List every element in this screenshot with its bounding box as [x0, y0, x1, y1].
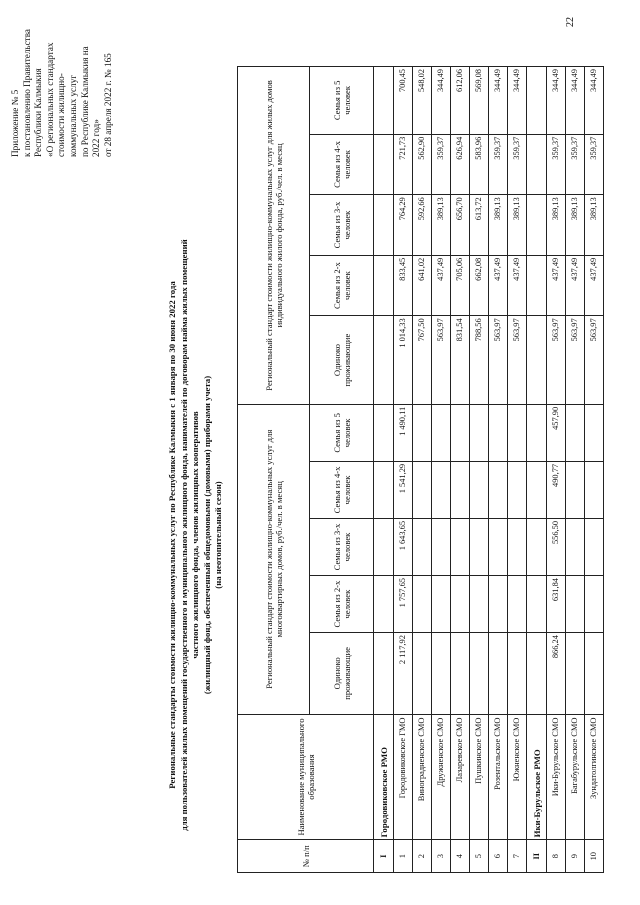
value-cell: 548,02: [413, 67, 432, 135]
value-cell: 490,77: [547, 461, 566, 518]
value-cell: [451, 404, 470, 461]
row-number: 9: [566, 840, 585, 873]
value-cell: 866,24: [547, 633, 566, 715]
value-cell: [508, 404, 527, 461]
value-cell: 556,50: [547, 518, 566, 575]
value-cell: 767,50: [413, 316, 432, 405]
value-cell: 592,66: [413, 195, 432, 256]
appendix-line: 2022 год»: [91, 119, 102, 157]
value-cell: [508, 461, 527, 518]
municipality-name: Городовиковское ГМО: [394, 714, 413, 840]
municipality-name: Ики-Бурульское РМО: [527, 714, 547, 840]
value-cell: 569,08: [470, 67, 489, 135]
value-cell: [374, 316, 394, 405]
value-cell: [374, 518, 394, 575]
municipality-name: Виноградненское СМО: [413, 714, 432, 840]
table-row: [508, 67, 527, 873]
appendix-line: по Республике Калмыкия на: [79, 46, 90, 157]
value-cell: 359,37: [432, 134, 451, 195]
value-cell: [470, 461, 489, 518]
value-cell: [432, 576, 451, 633]
value-cell: 563,97: [508, 316, 527, 405]
value-cell: 788,56: [470, 316, 489, 405]
header-subcolumn: Семья из 5 человек: [310, 67, 374, 135]
municipality-name: Лазаревское СМО: [451, 714, 470, 840]
value-cell: 1 490,11: [394, 404, 413, 461]
value-cell: 359,37: [508, 134, 527, 195]
value-cell: [489, 404, 508, 461]
appendix-line: стоимости жилищно-: [56, 73, 67, 157]
header-group-apartment: Региональный стандарт стоимости жилищно-коммунальных услуг для многоквартирных домов, руб./чел. в месяц: [238, 404, 310, 714]
value-cell: 1 757,65: [394, 576, 413, 633]
appendix-line: Республики Калмыкия: [33, 68, 44, 157]
table-row: [470, 67, 489, 873]
value-cell: 437,49: [432, 255, 451, 316]
value-cell: [585, 633, 604, 715]
value-cell: [508, 518, 527, 575]
table-row: [413, 67, 432, 873]
value-cell: 344,49: [547, 67, 566, 135]
value-cell: 344,49: [489, 67, 508, 135]
value-cell: [527, 518, 547, 575]
value-cell: 437,49: [547, 255, 566, 316]
value-cell: 457,90: [547, 404, 566, 461]
value-cell: 359,37: [489, 134, 508, 195]
value-cell: [566, 576, 585, 633]
value-cell: [470, 518, 489, 575]
value-cell: 344,49: [566, 67, 585, 135]
title-line: (на неотопительный сезон): [213, 481, 224, 589]
value-cell: 1 643,65: [394, 518, 413, 575]
value-cell: [566, 461, 585, 518]
value-cell: [527, 576, 547, 633]
row-number: 4: [451, 840, 470, 873]
municipality-name: Пушкинское СМО: [470, 714, 489, 840]
value-cell: [451, 576, 470, 633]
value-cell: [527, 461, 547, 518]
value-cell: 389,13: [547, 195, 566, 256]
row-number: 1: [394, 840, 413, 873]
value-cell: 344,49: [585, 67, 604, 135]
value-cell: [489, 576, 508, 633]
value-cell: 662,08: [470, 255, 489, 316]
header-num: № п/п: [238, 840, 374, 873]
value-cell: 389,13: [585, 195, 604, 256]
table-row: [489, 67, 508, 873]
appendix-line: коммунальных услуг: [67, 74, 78, 157]
header-subcolumn: Семья из 4-х человек: [310, 461, 374, 518]
value-cell: 389,13: [432, 195, 451, 256]
value-cell: 562,90: [413, 134, 432, 195]
value-cell: [374, 255, 394, 316]
value-cell: 359,37: [585, 134, 604, 195]
value-cell: [566, 518, 585, 575]
value-cell: [470, 576, 489, 633]
value-cell: 764,29: [394, 195, 413, 256]
header-group-individual: Региональный стандарт стоимости жилищно-коммунальных услуг для жилых домов индивидуального жилого фонда, руб./чел. в месяц: [238, 67, 310, 405]
value-cell: 626,94: [451, 134, 470, 195]
row-number: 10: [585, 840, 604, 873]
value-cell: [374, 461, 394, 518]
value-cell: [489, 633, 508, 715]
value-cell: [527, 633, 547, 715]
table-row: [547, 67, 566, 873]
value-cell: 389,13: [566, 195, 585, 256]
value-cell: [585, 576, 604, 633]
value-cell: 437,49: [508, 255, 527, 316]
header-subcolumn: Семья из 2-х человек: [310, 255, 374, 316]
value-cell: [527, 404, 547, 461]
value-cell: 389,13: [489, 195, 508, 256]
value-cell: 2 117,92: [394, 633, 413, 715]
value-cell: [585, 404, 604, 461]
municipality-name: Зундатолгинское СМО: [585, 714, 604, 840]
row-number: 6: [489, 840, 508, 873]
value-cell: [432, 518, 451, 575]
value-cell: 831,54: [451, 316, 470, 405]
standards-table: [237, 66, 604, 873]
title-line: для пользователей жилых помещений государственного и муниципального жилищного фонда, нанимателей по договорам найма жилых помещений: [178, 239, 189, 831]
value-cell: 583,96: [470, 134, 489, 195]
value-cell: [585, 518, 604, 575]
value-cell: [374, 67, 394, 135]
value-cell: 721,73: [394, 134, 413, 195]
table-row: [566, 67, 585, 873]
appendix-line: к постановлению Правительства: [21, 29, 32, 157]
value-cell: [432, 633, 451, 715]
value-cell: [527, 316, 547, 405]
appendix-line: «О региональных стандартах: [44, 42, 55, 157]
value-cell: 1 541,29: [394, 461, 413, 518]
value-cell: [413, 633, 432, 715]
row-number: 2: [413, 840, 432, 873]
header-subcolumn: Семья из 5 человек: [310, 404, 374, 461]
row-number: 7: [508, 840, 527, 873]
value-cell: 437,49: [585, 255, 604, 316]
value-cell: 656,70: [451, 195, 470, 256]
group-row: [527, 67, 547, 873]
municipality-name: Городовиковское РМО: [374, 714, 394, 840]
header-subcolumn: Одиноко проживающие: [310, 633, 374, 715]
table-row: [451, 67, 470, 873]
appendix-reference: [10, 17, 114, 157]
value-cell: [374, 404, 394, 461]
value-cell: [527, 255, 547, 316]
table-row: [394, 67, 413, 873]
value-cell: [527, 134, 547, 195]
header-subcolumn: Семья из 3-х человек: [310, 518, 374, 575]
value-cell: [374, 195, 394, 256]
appendix-line: Приложение № 5: [10, 89, 20, 157]
municipality-name: Дружненское СМО: [432, 714, 451, 840]
value-cell: [451, 633, 470, 715]
value-cell: [508, 633, 527, 715]
header-subcolumn: Семья из 2-х человек: [310, 576, 374, 633]
value-cell: 344,49: [432, 67, 451, 135]
value-cell: [413, 576, 432, 633]
municipality-name: Розентальское СМО: [489, 714, 508, 840]
title-line: частного жилищного фонда, членов жилищных кооперативов: [190, 411, 201, 659]
municipality-name: Южненское СМО: [508, 714, 527, 840]
value-cell: [566, 633, 585, 715]
header-subcolumn: Семья из 3-х человек: [310, 195, 374, 256]
appendix-line: от 28 апреля 2022 г. № 165: [102, 53, 113, 157]
value-cell: [451, 461, 470, 518]
value-cell: [451, 518, 470, 575]
value-cell: [374, 633, 394, 715]
value-cell: [413, 461, 432, 518]
value-cell: [374, 134, 394, 195]
value-cell: [527, 195, 547, 256]
value-cell: 563,97: [432, 316, 451, 405]
value-cell: 563,97: [566, 316, 585, 405]
value-cell: 344,49: [508, 67, 527, 135]
group-row: [374, 67, 394, 873]
value-cell: [470, 404, 489, 461]
header-name: Наименование муниципального образования: [238, 714, 374, 840]
value-cell: [527, 67, 547, 135]
row-number: 5: [470, 840, 489, 873]
row-number: II: [527, 840, 547, 873]
row-number: I: [374, 840, 394, 873]
row-number: 3: [432, 840, 451, 873]
value-cell: [508, 576, 527, 633]
value-cell: 700,45: [394, 67, 413, 135]
municipality-name: Ики-Бурульское СМО: [547, 714, 566, 840]
value-cell: [585, 461, 604, 518]
value-cell: 613,72: [470, 195, 489, 256]
value-cell: 705,06: [451, 255, 470, 316]
title-line: (жилищный фонд, обеспеченный общедомовыми (домовыми) приборами учета): [201, 375, 212, 695]
value-cell: 1 014,33: [394, 316, 413, 405]
value-cell: 563,97: [585, 316, 604, 405]
header-subcolumn: Одиноко проживающие: [310, 316, 374, 405]
page-number: 22: [565, 17, 576, 27]
title-line: Региональные стандарты стоимости жилищно-коммунальных услуг по Республике Калмыкия с 1 января по 30 июня 2022 года: [167, 281, 177, 789]
value-cell: [432, 404, 451, 461]
value-cell: [413, 404, 432, 461]
value-cell: 833,45: [394, 255, 413, 316]
value-cell: 641,02: [413, 255, 432, 316]
table-row: [432, 67, 451, 873]
row-number: 8: [547, 840, 566, 873]
value-cell: [470, 633, 489, 715]
value-cell: 631,84: [547, 576, 566, 633]
value-cell: 359,37: [566, 134, 585, 195]
value-cell: 563,97: [547, 316, 566, 405]
value-cell: [374, 576, 394, 633]
header-subcolumn: Семья из 4-х человек: [310, 134, 374, 195]
value-cell: [489, 461, 508, 518]
municipality-name: Багабурульское СМО: [566, 714, 585, 840]
value-cell: 437,49: [489, 255, 508, 316]
table-row: [585, 67, 604, 873]
value-cell: [566, 404, 585, 461]
value-cell: [432, 461, 451, 518]
value-cell: 359,37: [547, 134, 566, 195]
value-cell: 563,97: [489, 316, 508, 405]
value-cell: 437,49: [566, 255, 585, 316]
document-title: [167, 205, 225, 865]
value-cell: 612,06: [451, 67, 470, 135]
value-cell: [413, 518, 432, 575]
value-cell: [489, 518, 508, 575]
value-cell: 389,13: [508, 195, 527, 256]
